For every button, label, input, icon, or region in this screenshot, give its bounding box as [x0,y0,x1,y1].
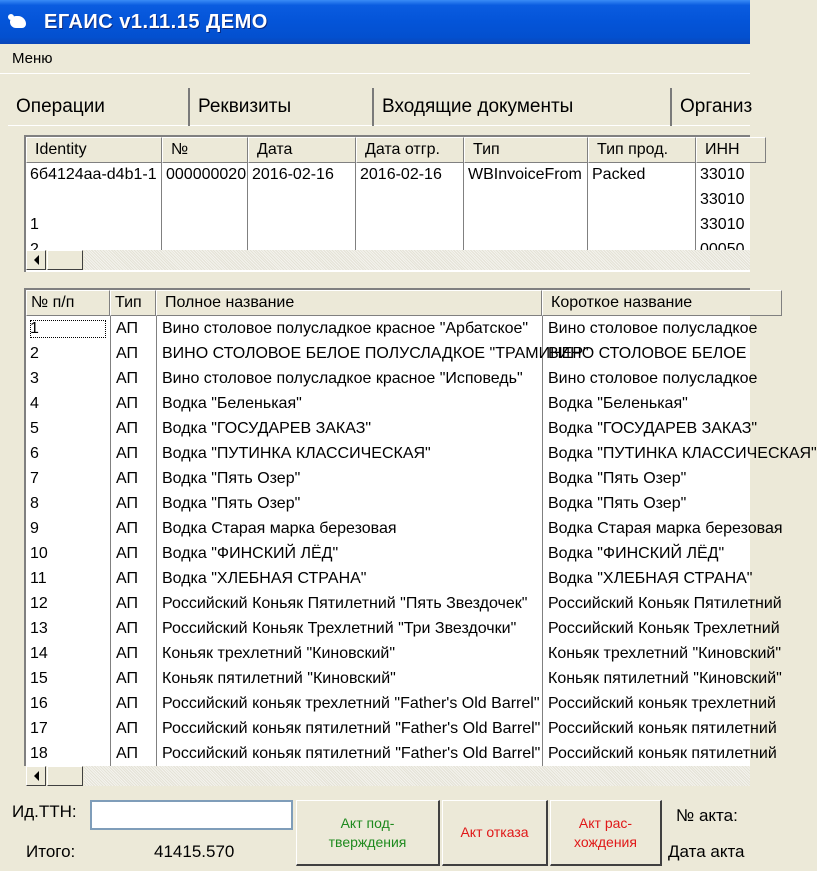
cell-full-name: Водка "ФИНСКИЙ ЛЁД" [162,545,339,562]
table-row[interactable] [26,667,786,692]
cell-short-name: Водка Старая марка березовая [548,520,783,537]
scroll-left-icon[interactable] [26,766,46,786]
column-header-pos-number[interactable]: № п/п [26,290,110,316]
table-row[interactable] [26,392,786,417]
cell-pos-number: 6 [30,445,39,462]
identity-column [26,163,162,253]
act-number-label: № акта: [676,806,738,825]
cell-pos-type: АП [116,645,138,662]
cell-short-name: Водка "ХЛЕБНАЯ СТРАНА" [548,570,753,587]
total-value: 41415.570 [154,842,235,861]
cell-full-name: Российский Коньяк Пятилетний "Пять Звездочек" [162,595,528,612]
reject-act-button[interactable] [442,800,548,866]
ttn-label: Ид.ТТН: [12,802,77,821]
cell-pos-number: 17 [30,720,48,737]
ship-date-column [356,163,464,253]
cell-short-name: Российский коньяк пятилетний [548,720,777,737]
cell-pos-type: АП [116,445,138,462]
cell-pos-number: 14 [30,645,48,662]
cell-short-name: Коньяк пятилетний "Киновский" [548,670,782,687]
cell-full-name: Российский коньяк пятилетний "Father's Old Barrel" [162,720,541,737]
prod-type-column [588,163,696,253]
bottom-panel [0,790,750,871]
cell-pos-type: АП [116,395,138,412]
cell-inn[interactable]: 33010 [700,191,745,208]
table-row[interactable] [26,692,786,717]
cell-full-name: Российский коньяк пятилетний "Father's Old Barrel" [162,745,541,762]
cell-identity[interactable]: 1 [30,216,39,233]
total-label: Итого: [26,842,76,861]
table-row[interactable] [26,317,786,342]
cell-short-name: ВИНО СТОЛОВОЕ БЕЛОЕ [548,345,747,362]
discrepancy-act-label: Акт рас- хождения [574,814,637,850]
cell-type[interactable]: WBInvoiceFrom [468,166,582,183]
cell-pos-number: 7 [30,470,39,487]
tab-incoming-documents[interactable]: Входящие документы [374,88,672,126]
cell-identity[interactable]: 6б4124aa-d4b1-1 [30,166,157,183]
cell-pos-number: 1 [30,320,106,338]
cell-pos-number: 11 [30,570,47,587]
cell-pos-number: 5 [30,420,39,437]
table-row[interactable] [26,367,786,392]
column-header-inn[interactable]: ИНН [696,137,766,163]
cell-pos-type: АП [116,745,138,762]
cell-full-name: Водка "ПУТИНКА КЛАССИЧЕСКАЯ" [162,445,431,462]
cell-pos-type: АП [116,595,138,612]
table-row[interactable] [26,492,786,517]
scroll-track[interactable] [84,250,750,270]
cell-short-name: Водка "Пять Озер" [548,470,687,487]
table-row[interactable] [26,542,786,567]
type-column [464,163,588,253]
column-header-date[interactable]: Дата [248,137,356,163]
cell-number[interactable]: 000000020 [166,166,247,183]
tab-requisites[interactable]: Реквизиты [190,88,374,126]
scroll-thumb[interactable] [47,250,83,270]
table-row[interactable] [26,642,786,667]
cell-pos-number: 4 [30,395,39,412]
cell-full-name: Водка "ХЛЕБНАЯ СТРАНА" [162,570,367,587]
cell-full-name: Водка Старая марка березовая [162,520,397,537]
positions-table[interactable] [24,288,817,766]
cell-ship-date[interactable]: 2016-02-16 [360,166,442,183]
app-icon [8,13,30,31]
title-bar[interactable] [0,0,750,44]
cell-pos-type: АП [116,570,138,587]
cell-short-name: Водка "Беленькая" [548,395,688,412]
table-row[interactable] [26,442,817,467]
table-row[interactable] [26,517,786,542]
cell-pos-number: 3 [30,370,39,387]
cell-pos-type: АП [116,520,138,537]
column-header-identity[interactable]: Identity [26,137,162,163]
tab-operations[interactable]: Операции [8,88,190,126]
tab-bar [8,88,753,126]
positions-hscrollbar[interactable] [26,766,750,786]
cell-pos-type: АП [116,420,138,437]
reject-act-label: Акт отказа [460,824,529,840]
cell-short-name: Водка "Пять Озер" [548,495,687,512]
date-column [248,163,356,253]
cell-pos-number: 12 [30,595,48,612]
cell-pos-number: 18 [30,745,48,762]
cell-short-name: Российский коньяк пятилетний [548,745,777,762]
scroll-left-icon[interactable] [26,250,46,270]
cell-pos-number: 9 [30,520,39,537]
table-row[interactable] [26,467,786,492]
ttn-input[interactable] [90,800,293,830]
cell-full-name: Российский коньяк трехлетний "Father's Old Barrel" [162,695,540,712]
cell-prod-type[interactable]: Packed [592,166,646,183]
column-header-ship-date[interactable]: Дата отгр. [356,137,464,163]
cell-pos-type: АП [116,720,138,737]
cell-short-name: Водка "ФИНСКИЙ ЛЁД" [548,545,725,562]
cell-pos-number: 8 [30,495,39,512]
cell-full-name: Российский Коньяк Трехлетний "Три Звездочки" [162,620,517,637]
cell-full-name: Водка "ГОСУДАРЕВ ЗАКАЗ" [162,420,372,437]
cell-full-name: Вино столовое полусладкое красное "Исповедь" [162,370,523,387]
cell-pos-type: АП [116,695,138,712]
cell-pos-type: АП [116,670,138,687]
cell-full-name: Коньяк трехлетний "Киновский" [162,645,396,662]
window-title: ЕГАИС v1.11.15 ДЕМО [44,10,268,33]
cell-pos-type: АП [116,495,138,512]
cell-full-name: Водка "Беленькая" [162,395,302,412]
cell-pos-type: АП [116,545,138,562]
documents-hscrollbar[interactable] [26,250,750,270]
table-row[interactable] [26,567,786,592]
cell-pos-number: 10 [30,545,48,562]
column-header-number[interactable]: № [162,137,248,163]
cell-short-name: Коньяк трехлетний "Киновский" [548,645,782,662]
tab-organizations[interactable]: Организ [680,96,753,117]
cell-pos-number: 15 [30,670,48,687]
column-header-type[interactable]: Тип [464,137,588,163]
menu-item-main[interactable]: Меню [12,50,53,67]
cell-full-name: Вино столовое полусладкое красное "Арбатское" [162,320,529,337]
cell-pos-number: 2 [30,345,39,362]
confirm-act-button[interactable] [296,800,440,866]
column-header-short-name[interactable]: Короткое название [542,290,782,316]
cell-short-name: Российский Коньяк Трехлетний [548,620,780,637]
scroll-track[interactable] [84,766,750,786]
table-row[interactable] [26,717,786,742]
column-header-prod-type[interactable]: Тип прод. [588,137,696,163]
menu-bar [0,44,750,74]
inn-column [696,163,766,253]
cell-short-name: Вино столовое полусладкое [548,370,758,387]
cell-inn[interactable]: 33010 [700,166,745,183]
cell-pos-type: АП [116,320,138,337]
table-row[interactable] [26,617,786,642]
table-row[interactable] [26,417,786,442]
cell-short-name: Водка "ГОСУДАРЕВ ЗАКАЗ" [548,420,758,437]
table-row[interactable] [26,742,786,767]
discrepancy-act-button[interactable] [550,800,662,866]
cell-pos-number: 16 [30,695,48,712]
cell-pos-type: АП [116,620,138,637]
cell-full-name: Водка "Пять Озер" [162,470,301,487]
cell-pos-type: АП [116,370,138,387]
scroll-thumb[interactable] [47,766,83,786]
cell-pos-number: 13 [30,620,48,637]
cell-inn[interactable]: 33010 [700,216,745,233]
column-header-full-name[interactable]: Полное название [156,290,542,316]
cell-full-name: ВИНО СТОЛОВОЕ БЕЛОЕ ПОЛУСЛАДКОЕ "ТРАМИНЕР" [162,345,589,362]
cell-short-name: Водка "ПУТИНКА КЛАССИЧЕСКАЯ" [548,445,817,462]
cell-date[interactable]: 2016-02-16 [252,166,334,183]
cell-short-name: Российский коньяк трехлетний [548,695,776,712]
cell-short-name: Вино столовое полусладкое [548,320,758,337]
confirm-act-label: Акт под- тверждения [328,814,407,850]
cell-pos-type: АП [116,345,138,362]
column-header-pos-type[interactable]: Тип [110,290,156,316]
cell-full-name: Водка "Пять Озер" [162,495,301,512]
table-row[interactable] [26,592,786,617]
number-column [162,163,248,253]
table-row[interactable] [26,342,786,367]
cell-full-name: Коньяк пятилетний "Киновский" [162,670,396,687]
cell-short-name: Российский Коньяк Пятилетний [548,595,782,612]
cell-pos-type: АП [116,470,138,487]
act-date-label: Дата акта [668,842,745,861]
